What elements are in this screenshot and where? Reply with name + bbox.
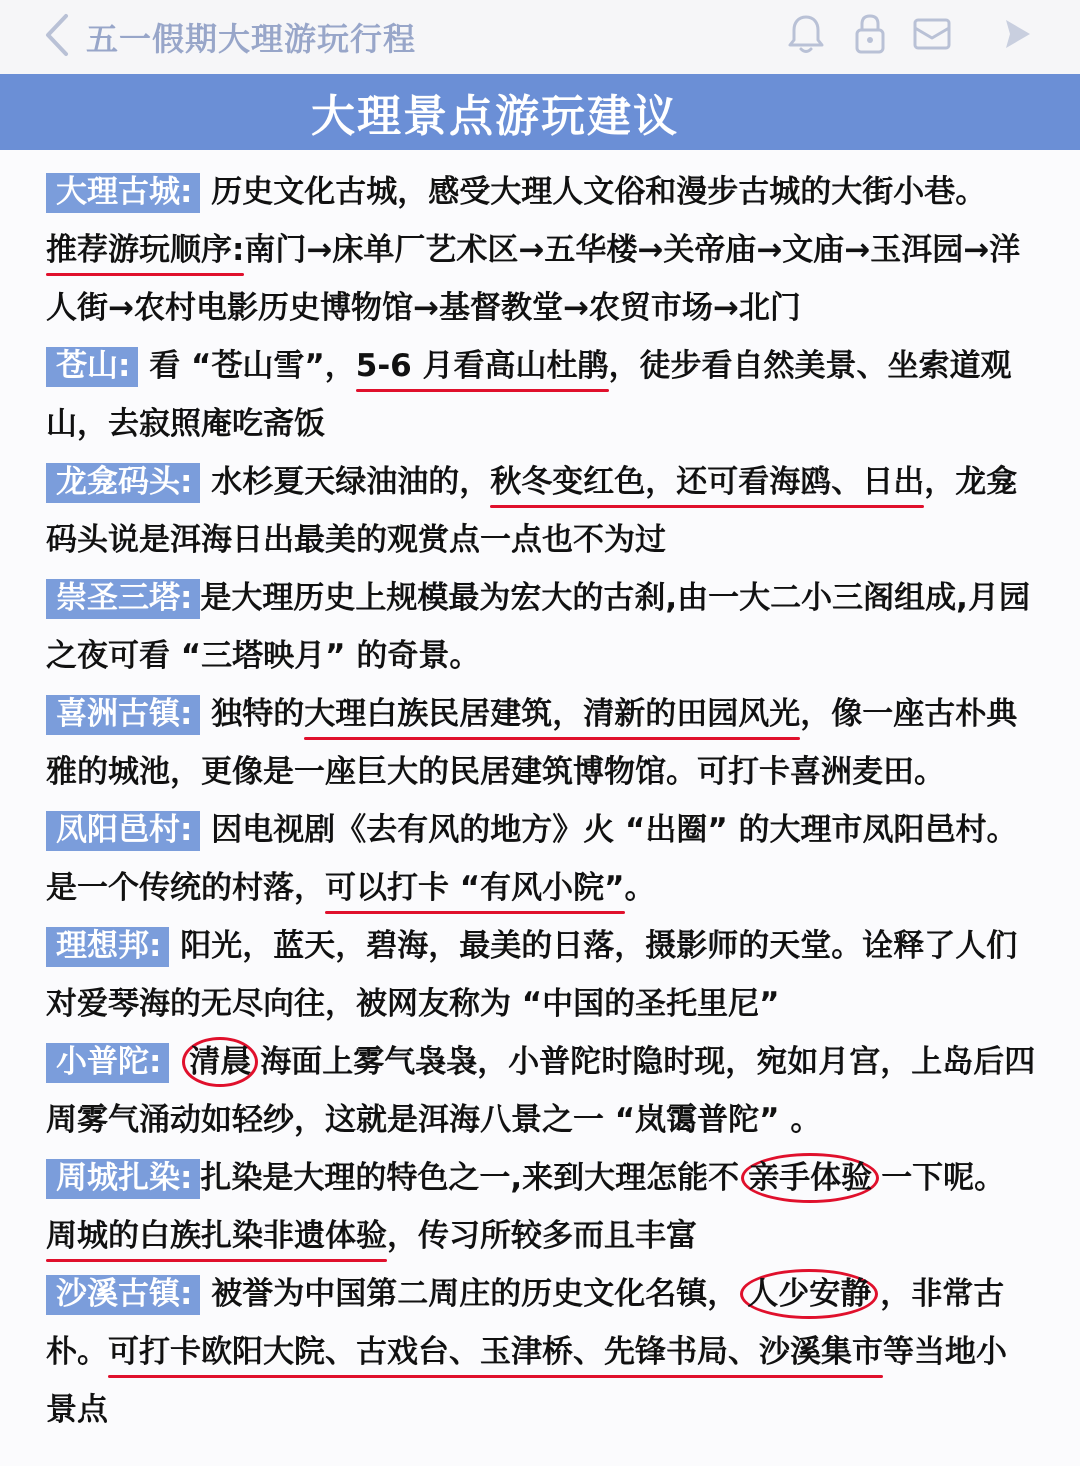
lock-icon[interactable] — [846, 10, 894, 58]
underlined-highlight: 大理白族民居建筑，清新的田园风光 — [304, 685, 800, 743]
list-item — [46, 569, 1036, 685]
attraction-tag: 凤阳邑村: — [46, 811, 200, 851]
attraction-text: ，龙龛码头说是洱海日出最美的观赏点一点也不为过 — [46, 464, 1018, 558]
attraction-tag: 龙龛码头: — [46, 463, 200, 503]
list-item — [46, 163, 1036, 337]
list-item — [46, 337, 1036, 453]
attraction-list — [46, 163, 1036, 1439]
bell-icon[interactable] — [782, 10, 830, 58]
banner-title: 大理景点游玩建议 — [311, 91, 679, 142]
list-item — [46, 1265, 1036, 1439]
attraction-text: 历史文化古城，感受大理人文俗和漫步古城的大街小巷。 — [211, 174, 987, 210]
attraction-text: 是大理历史上规模最为宏大的古刹,由一大二小三阁组成,月园之夜可看 “三塔映月” 的奇景。 — [46, 580, 1030, 674]
inbox-icon[interactable] — [908, 10, 956, 58]
list-item — [46, 801, 1036, 917]
attraction-text: ，传习所较多而且丰富 — [387, 1218, 697, 1254]
attraction-tag: 沙溪古镇: — [46, 1275, 200, 1315]
attraction-text: 看 “苍山雪”， — [149, 348, 356, 384]
attraction-text: 独特的 — [211, 696, 305, 732]
circled-highlight: 清晨 — [182, 1037, 258, 1087]
attraction-text: ，像一座古朴典雅的城池，更像是一座巨大的民居建筑博物馆。可打卡喜洲麦田。 — [46, 696, 1018, 790]
underlined-highlight: 5-6 月看高山杜鹃 — [356, 337, 609, 395]
attraction-tag: 小普陀: — [46, 1043, 169, 1083]
section-banner — [0, 74, 1080, 150]
circled-highlight: 亲手体验 — [741, 1153, 879, 1203]
attraction-tag: 理想邦: — [46, 927, 169, 967]
route-text: 南门→床单厂艺术区→五华楼→关帝庙→文庙→玉洱园→洋人街→农村电影历史博物馆→基督教堂→农贸市场→北门 — [46, 232, 1021, 326]
attraction-tag: 周城扎染: — [46, 1159, 200, 1199]
attraction-tag: 崇圣三塔: — [46, 579, 200, 619]
attraction-text: 。 — [624, 870, 656, 906]
top-bar — [0, 0, 1080, 74]
send-icon[interactable] — [994, 10, 1042, 58]
underlined-highlight: 可打卡欧阳大院、古戏台、玉津桥、先锋书局、沙溪集市 — [108, 1323, 883, 1381]
attraction-text: 因电视剧《去有风的地方》火 “出圈” 的大理市凤阳邑村。是一个传统的村落， — [46, 812, 1018, 906]
attraction-text: ，非常古朴。 — [46, 1276, 1005, 1370]
attraction-text: 一下呢。 — [881, 1160, 1006, 1196]
circled-highlight: 人少安静 — [740, 1269, 878, 1319]
attraction-text: 被誉为中国第二周庄的历史文化名镇， — [211, 1276, 739, 1312]
attraction-text: 海面上雾气袅袅，小普陀时隐时现，宛如月宫，上岛后四周雾气涌动如轻纱，这就是洱海八景之一 “岚霭普陀” 。 — [46, 1044, 1036, 1138]
back-icon[interactable] — [40, 12, 76, 58]
list-item — [46, 917, 1036, 1033]
page-title: 五一假期大理游玩行程 — [86, 20, 417, 58]
underlined-highlight: 可以打卡 “有风小院” — [325, 859, 625, 917]
attraction-tag: 苍山: — [46, 347, 138, 387]
attraction-text: 水杉夏天绿油油的， — [211, 464, 491, 500]
underlined-highlight: 秋冬变红色，还可看海鸥、日出 — [490, 453, 924, 511]
list-item — [46, 453, 1036, 569]
attraction-text: 等当地小景点 — [46, 1334, 1007, 1428]
underlined-highlight: 周城的白族扎染非遗体验 — [46, 1207, 387, 1265]
list-item — [46, 1033, 1036, 1149]
attraction-text: 阳光，蓝天，碧海，最美的日落，摄影师的天堂。诠释了人们对爱琴海的无尽向往，被网友称为 “中国的圣托里尼” — [46, 928, 1018, 1022]
list-item — [46, 685, 1036, 801]
list-item — [46, 1149, 1036, 1265]
route-label: 推荐游玩顺序: — [46, 221, 244, 279]
attraction-text: ，徒步看自然美景、坐索道观山，去寂照庵吃斋饭 — [46, 348, 1012, 442]
attraction-text: 扎染是大理的特色之一,来到大理怎能不 — [200, 1160, 740, 1196]
attraction-tag: 大理古城: — [46, 173, 200, 213]
attraction-tag: 喜洲古镇: — [46, 695, 200, 735]
